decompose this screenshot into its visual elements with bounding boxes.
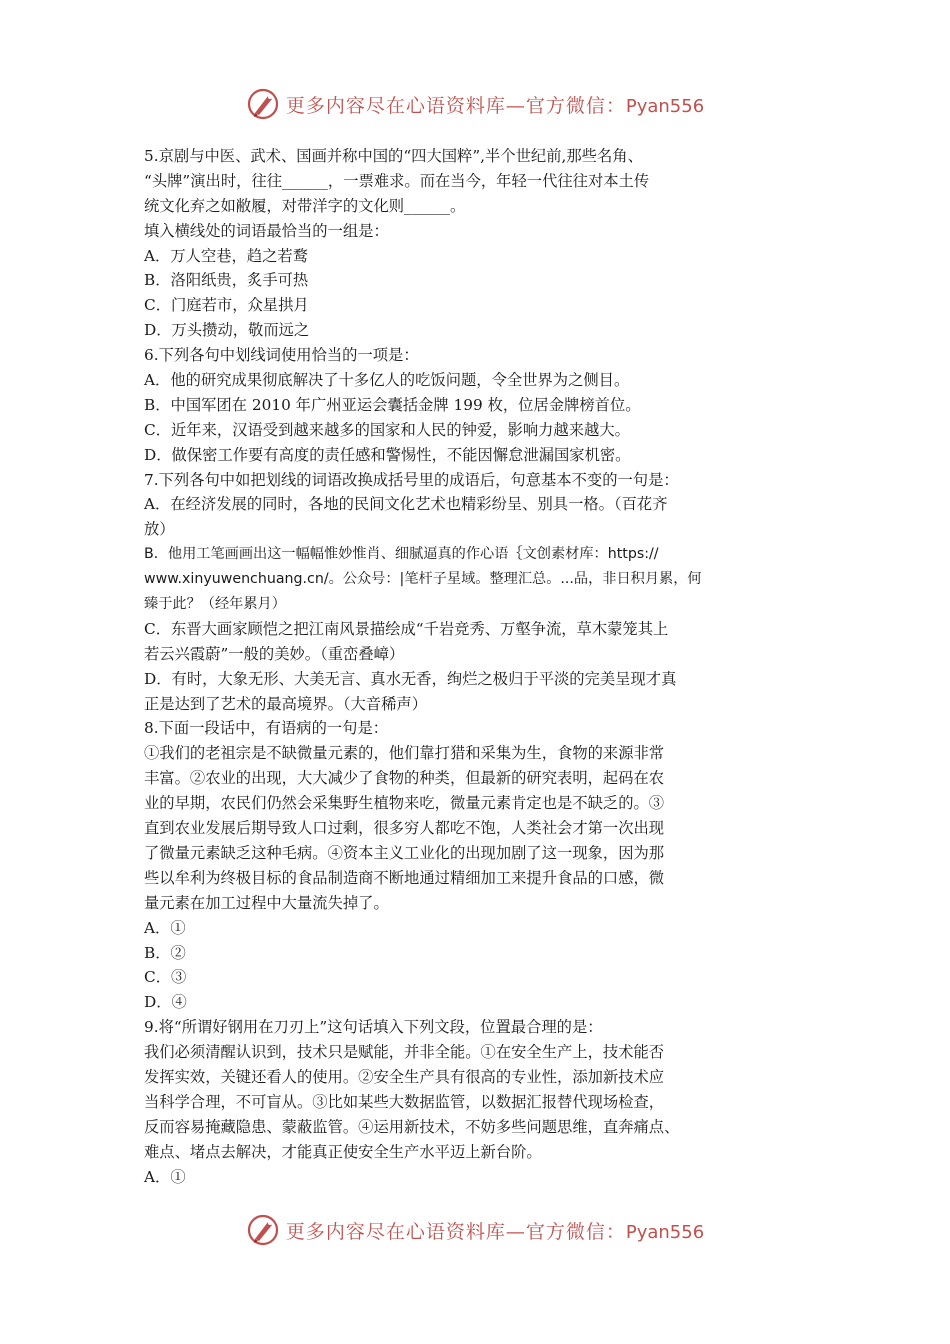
text-line: 量元素在加工过程中大量流失掉了。 <box>144 893 389 912</box>
option-line: www.xinyuwenchuang.cn/。公众号：|笔杆子星域。整理汇总。...品，非日积月累，何 <box>144 571 702 588</box>
option-line: 若云兴霞蔚”一般的美妙。（重峦叠嶂） <box>144 644 405 663</box>
option-line: D．④ <box>144 993 187 1012</box>
text-line: 丰富。②农业的出现，大大减少了食物的种类，但最新的研究表明，起码在农 <box>144 769 665 788</box>
text-line: 7.下列各句中如把划线的词语改换成括号里的成语后，句意基本不变的一句是： <box>144 470 679 489</box>
option-line: C．③ <box>144 968 187 987</box>
text-line: 统文化弃之如敝履，对带洋字的文化则______。 <box>144 196 466 215</box>
option-line: A．他的研究成果彻底解决了十多亿人的吃饭问题，令全世界为之侧目。 <box>144 371 630 390</box>
option-line: B．他用工笔画画出这一幅幅惟妙惟肖、细腻逼真的作心语｛文创素材库：https:// <box>144 546 659 563</box>
document-body <box>144 144 812 1189</box>
watermark-text: 更多内容尽在心语资料库—官方微信：Pyan556 <box>285 94 705 117</box>
text-line: 8.下面一段话中，有语病的一句是： <box>144 719 389 738</box>
text-line: 难点、堵点去解决，才能真正使安全生产水平迈上新台阶。 <box>144 1142 542 1161</box>
option-line: D．做保密工作要有高度的责任感和警惕性，不能因懈怠泄漏国家机密。 <box>144 445 631 464</box>
text-line: “头牌”演出时，往往______，一票难求。而在当今，年轻一代往往对本土传 <box>144 171 650 190</box>
watermark-banner-bottom <box>0 1210 950 1250</box>
text-line: 我们必须清醒认识到，技术只是赋能，并非全能。①在安全生产上，技术能否 <box>144 1043 665 1062</box>
option-line: A．万人空巷，趋之若鹜 <box>144 246 309 265</box>
option-line: A．① <box>144 1167 186 1186</box>
text-line: 业的早期，农民们仍然会采集野生植物来吃，微量元素肯定也是不缺乏的。③ <box>144 794 665 813</box>
watermark-text: 更多内容尽在心语资料库—官方微信：Pyan556 <box>285 1220 705 1243</box>
pen-circle-logo-icon <box>246 1213 280 1247</box>
option-line: D．万头攒动，敬而远之 <box>144 321 310 340</box>
option-line: A．在经济发展的同时，各地的民间文化艺术也精彩纷呈、别具一格。（百花齐 <box>144 495 668 514</box>
text-line: 了微量元素缺乏这种毛病。④资本主义工业化的出现加剧了这一现象，因为那 <box>144 843 665 862</box>
option-line: 臻于此？（经年累月） <box>144 596 286 613</box>
text-line: 填入横线处的词语最恰当的一组是： <box>144 221 389 240</box>
text-line: ①我们的老祖宗是不缺微量元素的，他们靠打猎和采集为生，食物的来源非常 <box>144 744 665 763</box>
text-line: 些以牟利为终极目标的食品制造商不断地通过精细加工来提升食品的口感，微 <box>144 868 665 887</box>
pen-circle-logo-icon <box>246 87 280 121</box>
option-line: D．有时，大象无形、大美无言、真水无香，绚烂之极归于平淡的完美呈现才真 <box>144 669 677 688</box>
option-line: B．洛阳纸贵，炙手可热 <box>144 271 309 290</box>
option-line: 正是达到了艺术的最高境界。（大音稀声） <box>144 694 427 713</box>
text-line: 发挥实效，关键还看人的使用。②安全生产具有很高的专业性，添加新技术应 <box>144 1067 665 1086</box>
text-line: 反而容易掩藏隐患、蒙蔽监管。④运用新技术，不妨多些问题思维，直奔痛点、 <box>144 1117 680 1136</box>
wechat-id: Pyan556 <box>625 1221 705 1243</box>
text-line: 5.京剧与中医、武术、国画并称中国的“四大国粹”,半个世纪前,那些名角、 <box>144 147 643 165</box>
text-line: 9.将“所谓好钢用在刀刃上”这句话填入下列文段，位置最合理的是： <box>144 1018 603 1037</box>
option-line: A．① <box>144 918 186 937</box>
watermark-banner-top <box>0 84 950 124</box>
text-line: 6.下列各句中划线词使用恰当的一项是： <box>144 346 419 365</box>
option-line: B．② <box>144 943 186 962</box>
text-line: 直到农业发展后期导致人口过剩，很多穷人都吃不饱，人类社会才第一次出现 <box>144 819 665 838</box>
option-line: B．中国军团在 2010 年广州亚运会囊括金牌 199 枚，位居金牌榜首位。 <box>144 395 641 414</box>
option-line: C．近年来，汉语受到越来越多的国家和人民的钟爱，影响力越来越大。 <box>144 420 630 439</box>
wechat-id: Pyan556 <box>625 95 705 117</box>
option-line: C．门庭若市，众星拱月 <box>144 296 309 315</box>
text-line: 当科学合理，不可盲从。③比如某些大数据监管，以数据汇报替代现场检查， <box>144 1092 665 1111</box>
option-line: C．东晋大画家顾恺之把江南风景描绘成“千岩竞秀、万壑争流，草木蒙笼其上 <box>144 619 669 638</box>
option-line: 放） <box>144 520 175 539</box>
